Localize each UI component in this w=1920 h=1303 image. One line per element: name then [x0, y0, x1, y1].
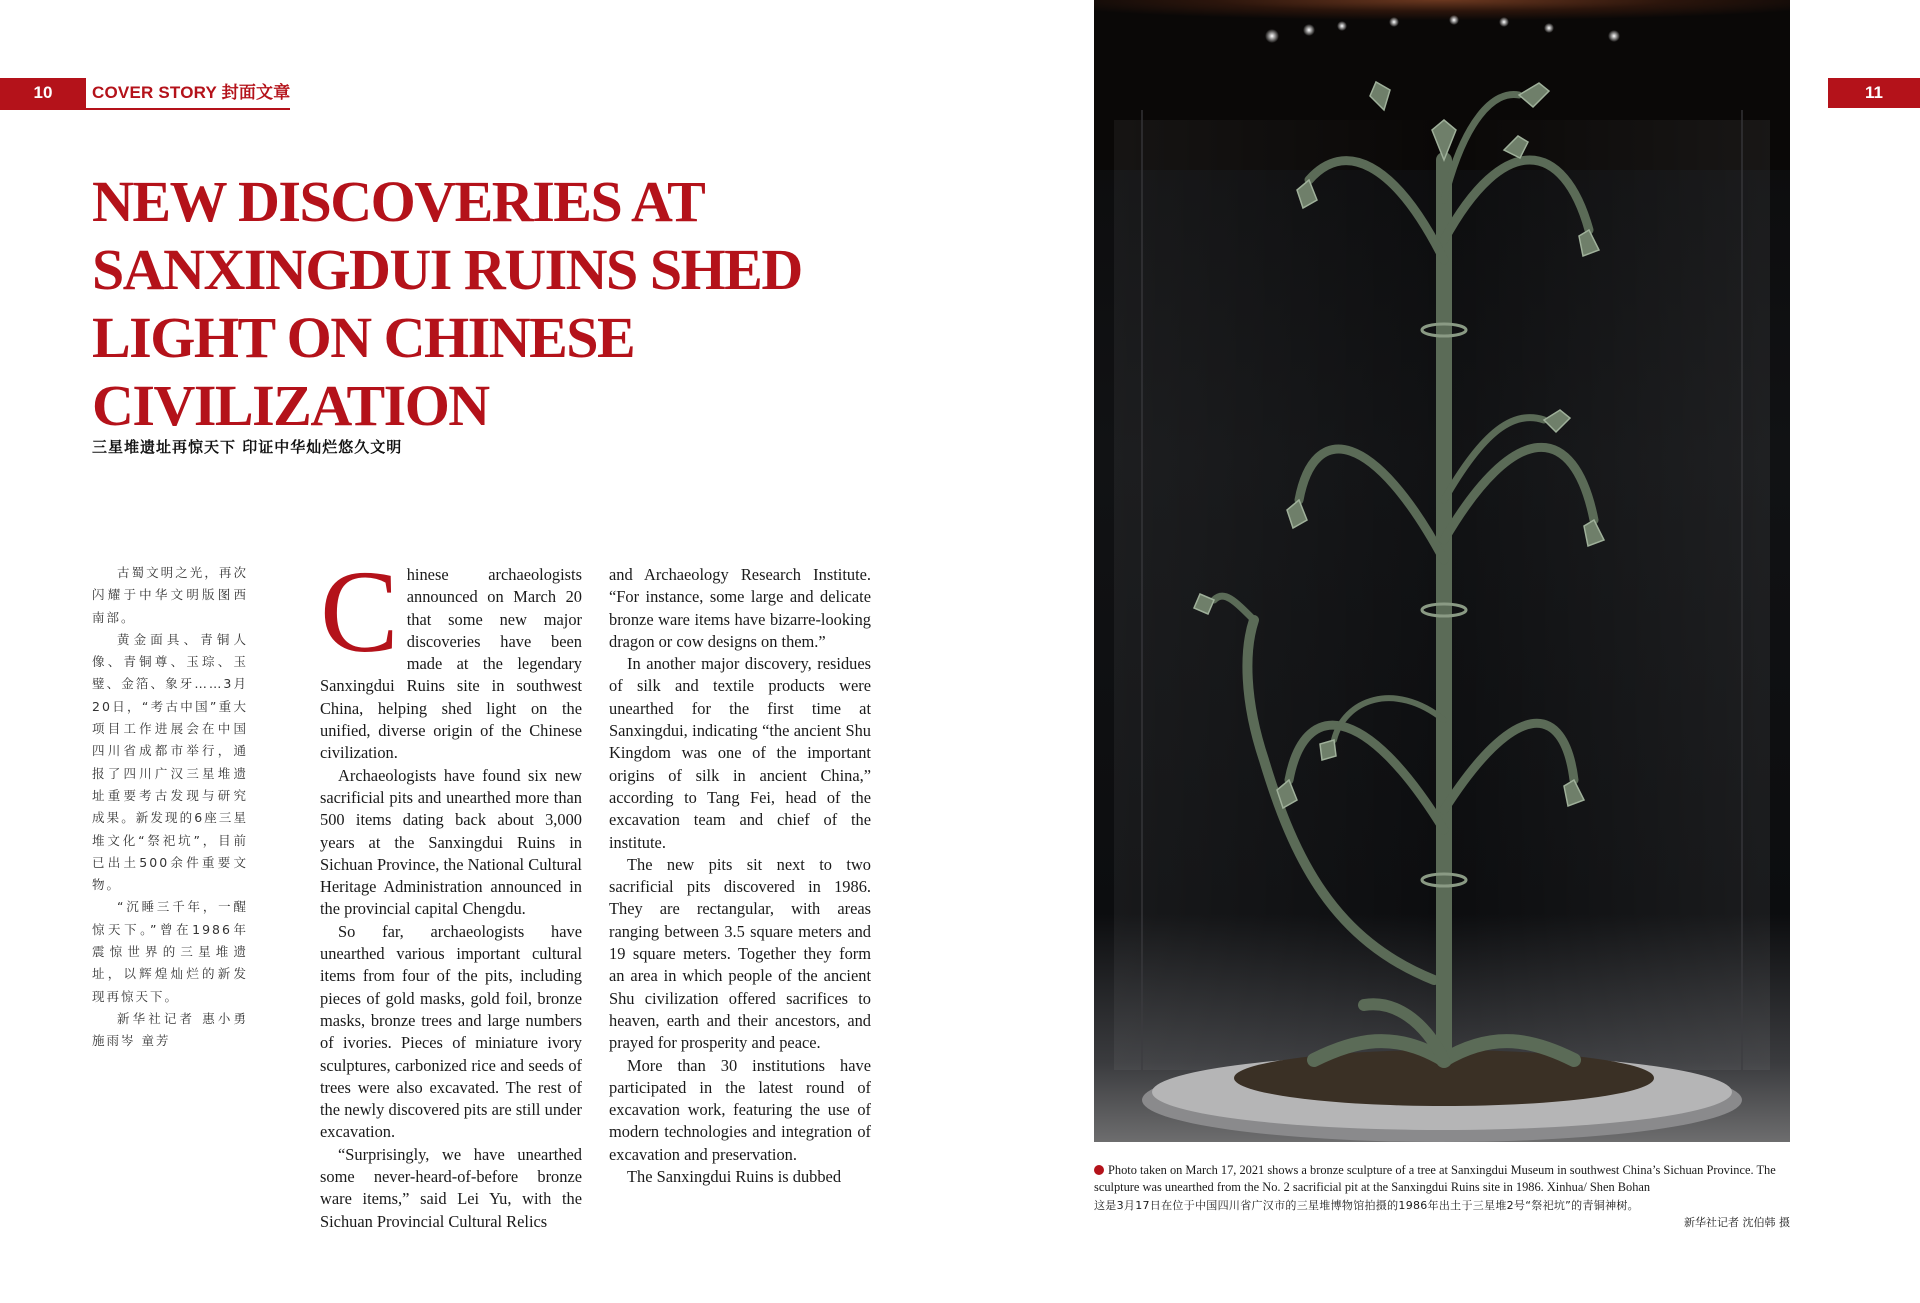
article-title: NEW DISCOVERIES AT SANXINGDUI RUINS SHED LIGHT ON CHINESE CIVILIZATION	[92, 169, 802, 438]
right-page	[960, 0, 1920, 1303]
chinese-summary-column	[92, 562, 248, 1053]
section-header	[0, 78, 290, 110]
body-paragraph: “Surprisingly, we have unearthed some never-heard-of-before bronze ware items,” said Lei Yu, with the Sichuan Provincial Cultural Relics	[320, 1144, 582, 1231]
chinese-summary-paragraph: 古蜀文明之光，再次闪耀于中华文明版图西南部。	[92, 565, 248, 625]
photo-caption	[1094, 1162, 1794, 1196]
bronze-tree-illustration	[1094, 0, 1790, 1142]
camera-icon	[1094, 1165, 1104, 1175]
bronze-tree-photo	[1094, 0, 1790, 1142]
page-number-left: 10	[0, 78, 86, 108]
chinese-subtitle: 三星堆遗址再惊天下 印证中华灿烂悠久文明	[92, 438, 403, 456]
section-label: COVER STORY 封面文章	[92, 83, 291, 102]
body-paragraph: The Sanxingdui Ruins is dubbed	[627, 1167, 842, 1187]
chinese-summary-paragraph: 黄金面具、青铜人像、青铜尊、玉琮、玉璧、金箔、象牙……3月20日，“考古中国”重大项目工作进展会在中国四川省成都市举行，通报了四川广汉三星堆遗址重要考古发现与研究成果。新发现的6座三星堆文化“祭祀坑”，目前已出土500余件重要文物。	[92, 631, 248, 893]
caption-chinese: 这是3月17日在位于中国四川省广汉市的三星堆博物馆拍摄的1986年出土于三星堆2号“祭祀坑”的青铜神树。	[1094, 1199, 1639, 1212]
body-paragraph: Archaeologists have found six new sacrificial pits and unearthed more than 500 items dating back about 3,000 years at the Sanxingdui Ruins in Sichuan Province, the National Cultural Heritage Administration announced in the provincial capital Chengdu.	[320, 765, 582, 919]
page-number-right: 11	[1828, 78, 1920, 108]
chinese-byline: 新华社记者 惠小勇 施雨岑 童芳	[92, 1010, 248, 1049]
body-paragraph: So far, archaeologists have unearthed various important cultural items from four of the pits, including pieces of gold masks, gold foil, bronze masks, bronze trees and large numbers of ivories. Pieces of miniature ivory sculptures, carbonized rice and seeds of trees were also excavated. The rest of the newly discovered pits are still under excavation.	[320, 921, 582, 1142]
body-paragraph: In another major discovery, residues of silk and textile products were unearthed for the first time at Sanxingdui, indicating “the ancient Shu Kingdom was one of the important origins of silk in ancient China,” according to Tang Fei, head of the excavation team and chief of the institute.	[609, 654, 871, 852]
body-paragraph: More than 30 institutions have participated in the latest round of excavation work, featuring the use of modern technologies and integration of excavation and preservation.	[609, 1055, 871, 1164]
dropcap: C	[320, 546, 399, 677]
chinese-summary-paragraph: “沉睡三千年，一醒惊天下。”曾在1986年震惊世界的三星堆遗址，以辉煌灿烂的新发现再惊天下。	[92, 899, 248, 1004]
photo-credit: 新华社记者 沈伯韩 摄	[1684, 1216, 1790, 1229]
caption-english: Photo taken on March 17, 2021 shows a bronze sculpture of a tree at Sanxingdui Museum in southwest China’s Sichuan Province. The sculpture was unearthed from the No. 2 sacrificial pit at the Sanxingdui Ruins site in 1986. Xinhua/ Shen Bohan	[1094, 1163, 1776, 1194]
english-column-1	[320, 546, 582, 1233]
body-paragraph: The new pits sit next to two sacrificial pits discovered in 1986. They are rectangular, with areas ranging between 3.5 square meters and 19 square meters. Together they form an area in which people of the ancient Shu civilization offered sacrifices to heaven, earth and their ancestors, and prayed for prosperity and peace.	[609, 854, 871, 1053]
first-paragraph-text: hinese archaeologists announced on March 20 that some new major discoveries have been made at the legendary Sanxingdui Ruins site in southwest China, helping shed light on the unified, diverse origin of the Chinese civilization.	[320, 565, 582, 763]
english-column-2	[609, 564, 871, 1188]
body-paragraph	[320, 546, 582, 765]
body-paragraph: and Archaeology Research Institute. “For instance, some large and delicate bronze ware items have bizarre-looking dragon or cow designs on them.”	[609, 565, 871, 651]
